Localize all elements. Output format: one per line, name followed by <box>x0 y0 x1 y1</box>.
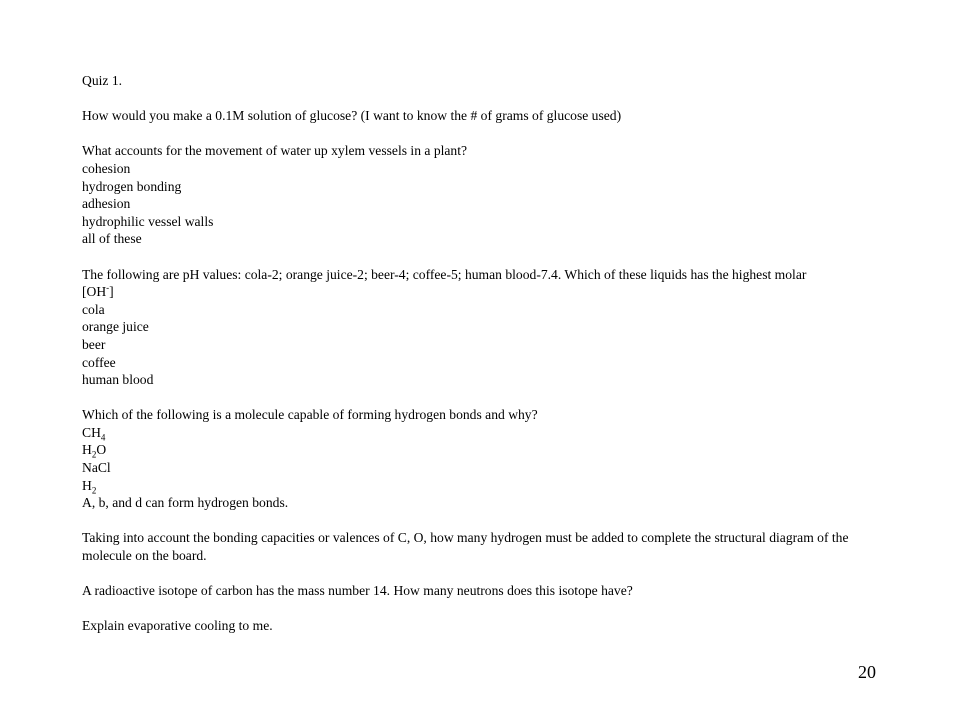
question-ph-hydroxide <box>82 283 892 301</box>
oh-close: ] <box>109 284 114 300</box>
spacer <box>82 125 892 143</box>
spacer <box>82 90 892 108</box>
h2-base: H <box>82 477 92 493</box>
option-cohesion: cohesion <box>82 160 131 176</box>
option-cola: cola <box>82 301 105 317</box>
question-evaporative-cooling: Explain evaporative cooling to me. <box>82 618 273 634</box>
option-human-blood: human blood <box>82 372 154 388</box>
h2o-base: H <box>82 442 92 458</box>
option-ch4 <box>82 424 892 442</box>
oh-charge: - <box>106 282 110 293</box>
question-isotope: A radioactive isotope of carbon has the mass number 14. How many neutrons does this isotope have? <box>82 583 633 599</box>
option-adhesion: adhesion <box>82 196 131 212</box>
option-h2o <box>82 441 892 459</box>
option-coffee: coffee <box>82 354 116 370</box>
option-hydrogen-bonding: hydrogen bonding <box>82 178 182 194</box>
option-hydrophilic-walls: hydrophilic vessel walls <box>82 213 214 229</box>
spacer <box>82 600 892 618</box>
question-glucose: How would you make a 0.1M solution of glucose? (I want to know the # of grams of glucose used) <box>82 108 622 124</box>
ch4-base: CH <box>82 424 101 440</box>
ch4-subscript: 4 <box>100 432 106 443</box>
question-hydrogen-bonds: Which of the following is a molecule capable of forming hydrogen bonds and why? <box>82 407 538 423</box>
quiz-content <box>82 72 892 635</box>
option-nacl: NaCl <box>82 460 111 476</box>
h2-subscript: 2 <box>91 485 97 496</box>
spacer <box>82 248 892 266</box>
spacer <box>82 389 892 407</box>
quiz-title: Quiz 1. <box>82 73 123 88</box>
oh-open: [OH <box>82 284 107 300</box>
h2o-subscript: 2 <box>91 450 97 461</box>
page-number: 20 <box>858 662 876 682</box>
question-ph: The following are pH values: cola-2; orange juice-2; beer-4; coffee-5; human blood-7.4. Which of these liquids has the highest molar <box>82 266 807 282</box>
question-valences: Taking into account the bonding capacities or valences of C, O, how many hydrogen must be added to complete the structural diagram of the molecule on the board. <box>82 530 849 564</box>
spacer <box>82 512 892 530</box>
option-abd: A, b, and d can form hydrogen bonds. <box>82 495 289 511</box>
h2o-tail: O <box>96 442 107 458</box>
question-xylem: What accounts for the movement of water up xylem vessels in a plant? <box>82 143 468 159</box>
spacer <box>82 565 892 583</box>
option-all-of-these: all of these <box>82 231 142 247</box>
option-orange-juice: orange juice <box>82 319 149 335</box>
option-h2 <box>82 477 892 495</box>
option-beer: beer <box>82 336 106 352</box>
